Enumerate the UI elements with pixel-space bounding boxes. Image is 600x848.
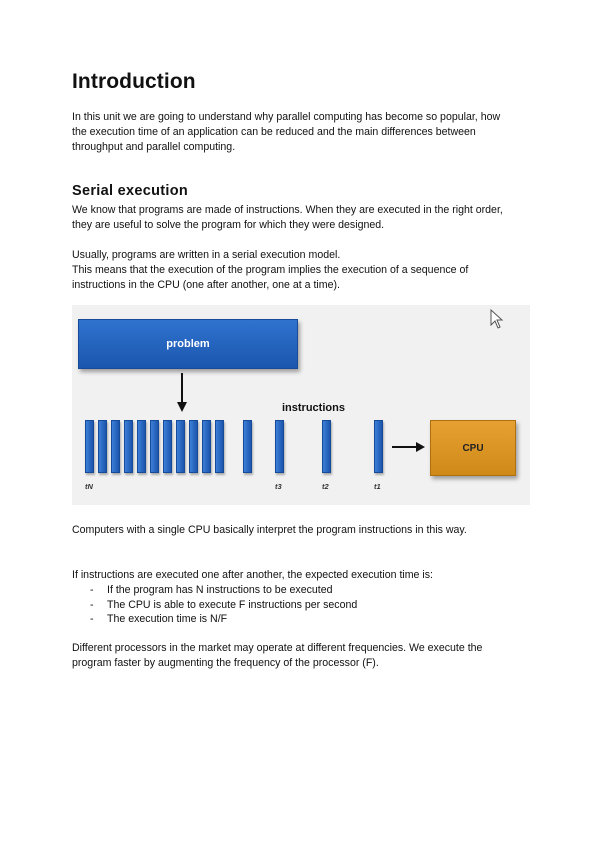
instruction-bar	[137, 420, 146, 473]
list-item-text: If the program has N instructions to be executed	[107, 584, 333, 596]
page-title: Introduction	[72, 70, 196, 93]
instruction-bar	[202, 420, 211, 473]
intro-line: the execution time of an application can be reduced and the main differences between	[72, 126, 476, 139]
mouse-cursor-icon	[490, 309, 504, 329]
cpu-box: CPU	[430, 420, 516, 476]
intro-line: In this unit we are going to understand why parallel computing has become so popular, how	[72, 111, 501, 123]
instruction-bar	[176, 420, 185, 473]
serial-line: Usually, programs are written in a serial execution model.	[72, 249, 341, 261]
instruction-bar	[85, 420, 94, 473]
intro-line: throughput and parallel computing.	[72, 141, 236, 154]
instructions-label: instructions	[282, 402, 345, 414]
problem-box: problem	[78, 319, 298, 369]
closing-line: program faster by augmenting the frequency of the processor (F).	[72, 657, 379, 670]
list-marker: -	[90, 584, 94, 596]
list-marker: -	[90, 613, 94, 625]
time-intro-paragraph	[72, 568, 532, 583]
instruction-bar	[98, 420, 107, 473]
tick-label-tN: tN	[85, 482, 93, 491]
instruction-bar	[215, 420, 224, 473]
instruction-bar	[189, 420, 198, 473]
right-arrow-icon	[392, 441, 426, 453]
tick-label-t2: t2	[322, 482, 329, 491]
instruction-bar	[163, 420, 172, 473]
instruction-bar	[374, 420, 383, 473]
instruction-bar	[124, 420, 133, 473]
tick-label-t3: t3	[275, 482, 282, 491]
list-item-text: The CPU is able to execute F instructions per second	[107, 598, 358, 611]
closing-paragraph	[72, 641, 532, 671]
instruction-bar	[322, 420, 331, 473]
list-item	[72, 598, 532, 613]
list-item	[72, 583, 532, 598]
serial-line: they are useful to solve the program for which they were designed.	[72, 219, 385, 232]
intro-paragraph	[72, 110, 532, 156]
section-heading-serial: Serial execution	[72, 183, 189, 199]
instruction-bar	[243, 420, 252, 473]
list-item-text: The execution time is N/F	[107, 613, 228, 625]
list-marker: -	[90, 598, 94, 611]
tick-label-t1: t1	[374, 482, 381, 491]
serial-paragraph-2	[72, 248, 532, 294]
serial-line: This means that the execution of the program implies the execution of a sequence of	[72, 264, 469, 277]
after-diagram-paragraph	[72, 523, 532, 538]
instruction-bar	[111, 420, 120, 473]
closing-line: Different processors in the market may operate at different frequencies. We execute the	[72, 642, 483, 654]
instruction-bar	[150, 420, 159, 473]
time-intro-line: If instructions are executed one after another, the expected execution time is:	[72, 569, 433, 581]
serial-line: We know that programs are made of instructions. When they are executed in the right order,	[72, 204, 503, 216]
list-item	[72, 612, 532, 627]
execution-time-list	[72, 583, 532, 627]
serial-execution-diagram	[72, 305, 530, 505]
instruction-bar	[275, 420, 284, 473]
serial-line: instructions in the CPU (one after another, one at a time).	[72, 279, 340, 292]
after-diagram-line: Computers with a single CPU basically interpret the program instructions in this way.	[72, 524, 467, 536]
down-arrow-icon	[176, 373, 188, 413]
serial-paragraph-1	[72, 203, 532, 233]
